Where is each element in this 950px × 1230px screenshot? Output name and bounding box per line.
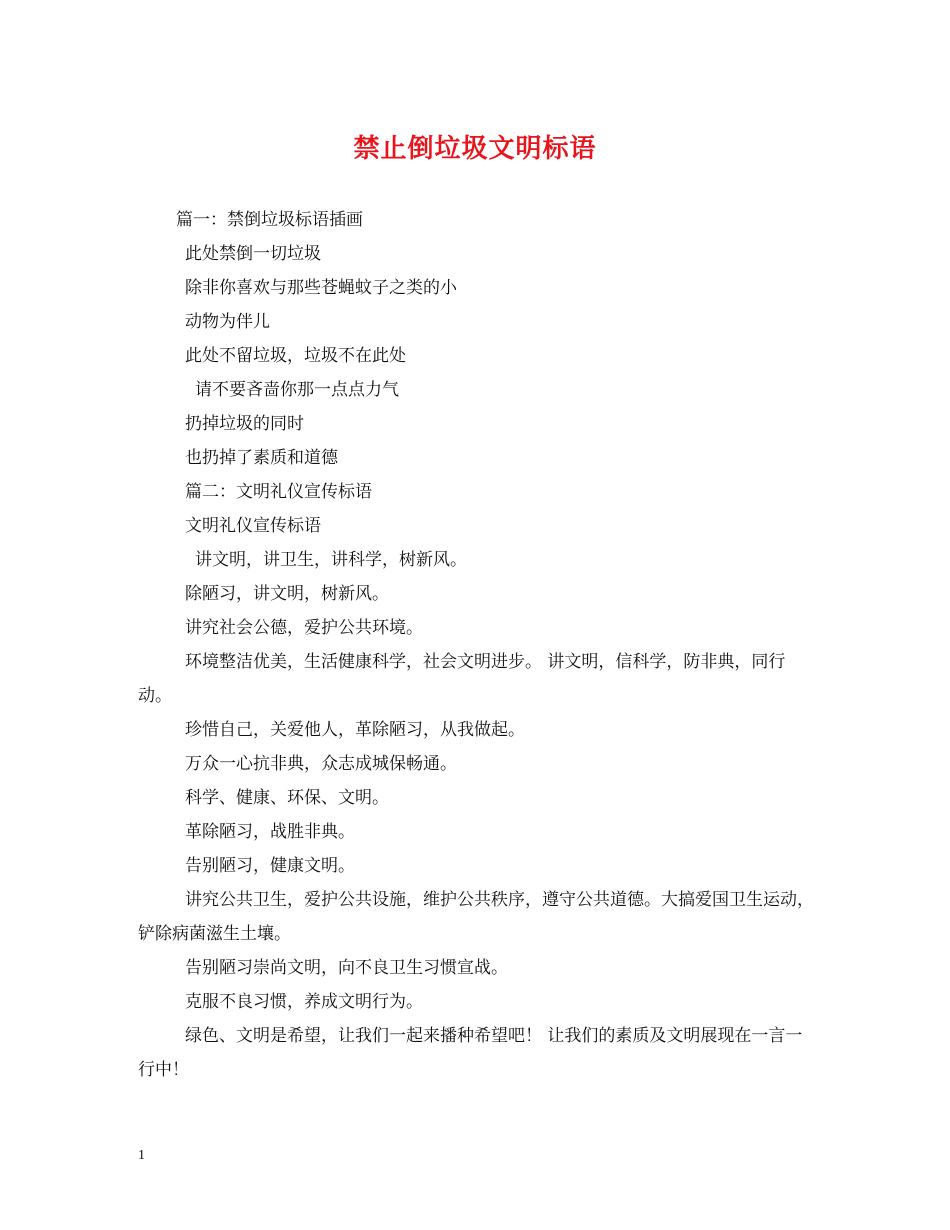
document-body	[138, 203, 818, 1087]
paragraph: 革除陋习，战胜非典。	[185, 822, 355, 842]
paragraph: 文明礼仪宣传标语	[185, 516, 321, 536]
paragraph: 讲文明，讲卫生，讲科学，树新风。	[195, 550, 467, 570]
paragraph: 除陋习，讲文明，树新风。	[185, 584, 389, 604]
page-number: 1	[138, 1148, 145, 1163]
paragraph: 告别陋习崇尚文明，向不良卫生习惯宣战。	[185, 958, 508, 978]
paragraph: 讲究公共卫生，爱护公共设施，维护公共秩序，遵守公共道德。大搞爱国卫生运动，铲除病菌滋生土壤。	[138, 890, 814, 944]
paragraph: 克服不良习惯，养成文明行为。	[185, 992, 423, 1012]
paragraph-section-two-heading: 篇二：文明礼仪宣传标语	[185, 482, 372, 502]
paragraph: 绿色、文明是希望，让我们一起来播种希望吧！ 让我们的素质及文明展现在一言一行中！	[138, 1026, 803, 1080]
document-title: 禁止倒垃圾文明标语	[353, 134, 597, 164]
paragraph: 请不要吝啬你那一点点力气	[195, 380, 399, 400]
paragraph: 除非你喜欢与那些苍蝇蚊子之类的小	[185, 278, 457, 298]
paragraph: 告别陋习，健康文明。	[185, 856, 355, 876]
paragraph: 科学、健康、环保、文明。	[185, 788, 389, 808]
paragraph: 此处不留垃圾，垃圾不在此处	[185, 346, 406, 366]
paragraph: 珍惜自己，关爱他人，革除陋习，从我做起。	[185, 720, 525, 740]
paragraph: 讲究社会公德，爱护公共环境。	[185, 618, 423, 638]
paragraph: 万众一心抗非典，众志成城保畅通。	[185, 754, 457, 774]
paragraph: 此处禁倒一切垃圾	[185, 244, 321, 264]
paragraph: 也扔掉了素质和道德	[185, 448, 338, 468]
paragraph: 环境整洁优美，生活健康科学，社会文明进步。 讲文明，信科学，防非典，同行动。	[138, 652, 786, 706]
paragraph: 扔掉垃圾的同时	[185, 414, 304, 434]
paragraph: 动物为伴儿	[185, 312, 270, 332]
paragraph-section-one-heading: 篇一：禁倒垃圾标语插画	[176, 210, 363, 230]
